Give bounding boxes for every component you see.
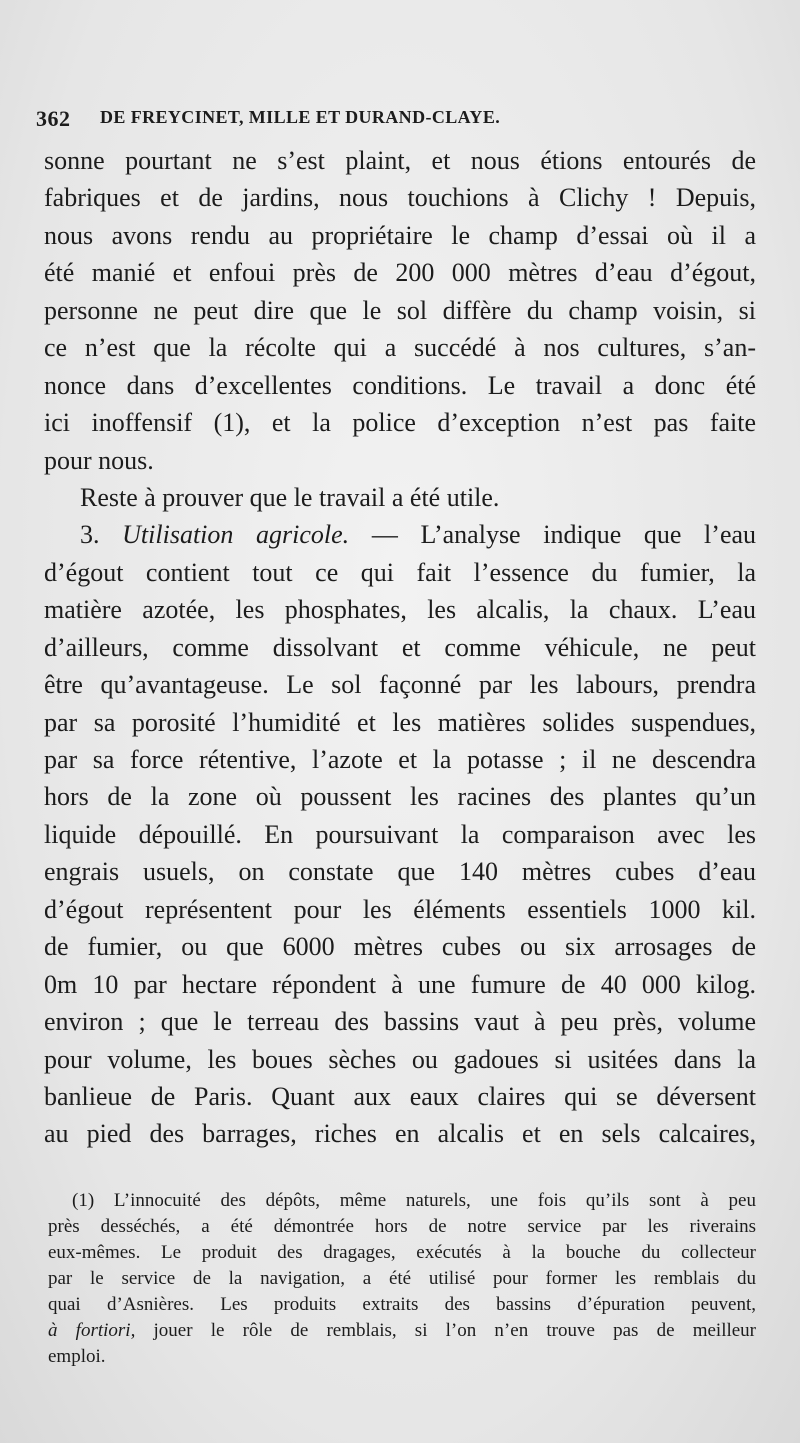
text-line: 0m 10 par hectare répondent à une fumure de 40 000 kilog. [44,969,756,999]
footnote-line: (1) L’innocuité des dépôts, même naturels, une fois qu’ils sont à peu [72,1190,756,1211]
paragraph-start-line: Reste à prouver que le travail a été utile. [80,482,500,512]
running-head: DE FREYCINET, MILLE ET DURAND-CLAYE. [100,107,501,127]
text-line: engrais usuels, on constate que 140 mètres cubes d’eau [44,857,756,887]
footnote-line: eux-mêmes. Le produit des dragages, exécutés à la bouche du collecteur [48,1242,756,1263]
text-line: banlieue de Paris. Quant aux eaux claires qui se déversent [44,1081,756,1111]
footnote-italic: à fortiori, [48,1320,136,1341]
text-line: pour nous. [44,445,154,475]
text-line: par sa porosité l’humidité et les matières solides suspendues, [44,707,756,737]
text-line: de fumier, ou que 6000 mètres cubes ou six arrosages de [44,932,756,962]
section-heading-line [44,516,756,553]
text-line: ce n’est que la récolte qui a succédé à nos cultures, s’an- [44,333,756,363]
text-line: hors de la zone où poussent les racines des plantes qu’un [44,782,756,812]
text-line: d’ailleurs, comme dissolvant et comme véhicule, ne peut [44,632,756,662]
text-line: au pied des barrages, riches en alcalis et en sels calcaires, [44,1119,756,1149]
text-line: matière azotée, les phosphates, les alcalis, la chaux. L’eau [44,595,756,625]
text-line: pour volume, les boues sèches ou gadoues si usitées dans la [44,1044,756,1074]
text-line: ici inoffensif (1), et la police d’exception n’est pas faite [44,408,756,438]
page-number: 362 [36,106,71,131]
footnote-line: emploi. [48,1346,106,1367]
text-line: fabriques et de jardins, nous touchions à Clichy ! Depuis, [44,183,756,213]
text-line: environ ; que le terreau des bassins vaut à peu près, volume [44,1007,756,1037]
text-line: été manié et enfoui près de 200 000 mètres d’eau d’égout, [44,258,756,288]
text-line: personne ne peut dire que le sol diffère du champ voisin, si [44,295,756,325]
text-line: par sa force rétentive, l’azote et la potasse ; il ne descendra [44,745,756,774]
footnote [48,1188,756,1370]
footnote-line: quai d’Asnières. Les produits extraits des bassins d’épuration peuvent, [48,1294,756,1315]
section-number: 3. [80,520,100,550]
section-title: Utilisation agricole. [122,520,350,550]
text-line: liquide dépouillé. En poursuivant la comparaison avec les [44,819,756,849]
body-text [44,142,756,1153]
text-line: nonce dans d’excellentes conditions. Le travail a donc été [44,370,756,400]
footnote-text: jouer le rôle de remblais, si l’on n’en trouve pas de meilleur [135,1320,757,1341]
footnote-line: par le service de la navigation, a été utilisé pour former les remblais du [48,1268,756,1289]
text-line: sonne pourtant ne s’est plaint, et nous étions entourés de [44,146,756,175]
section-text: — L’analyse indique que l’eau [371,520,757,550]
footnote-line [48,1318,756,1344]
page-header [36,100,756,136]
footnote-line: près desséchés, a été démontrée hors de notre service par les riverains [48,1216,756,1237]
text-line: d’égout contient tout ce qui fait l’essence du fumier, la [44,557,756,587]
text-line: d’égout représentent pour les éléments essentiels 1000 kil. [44,894,756,924]
text-line: nous avons rendu au propriétaire le champ d’essai où il a [44,220,756,250]
text-line: être qu’avantageuse. Le sol façonné par les labours, prendra [44,670,756,700]
